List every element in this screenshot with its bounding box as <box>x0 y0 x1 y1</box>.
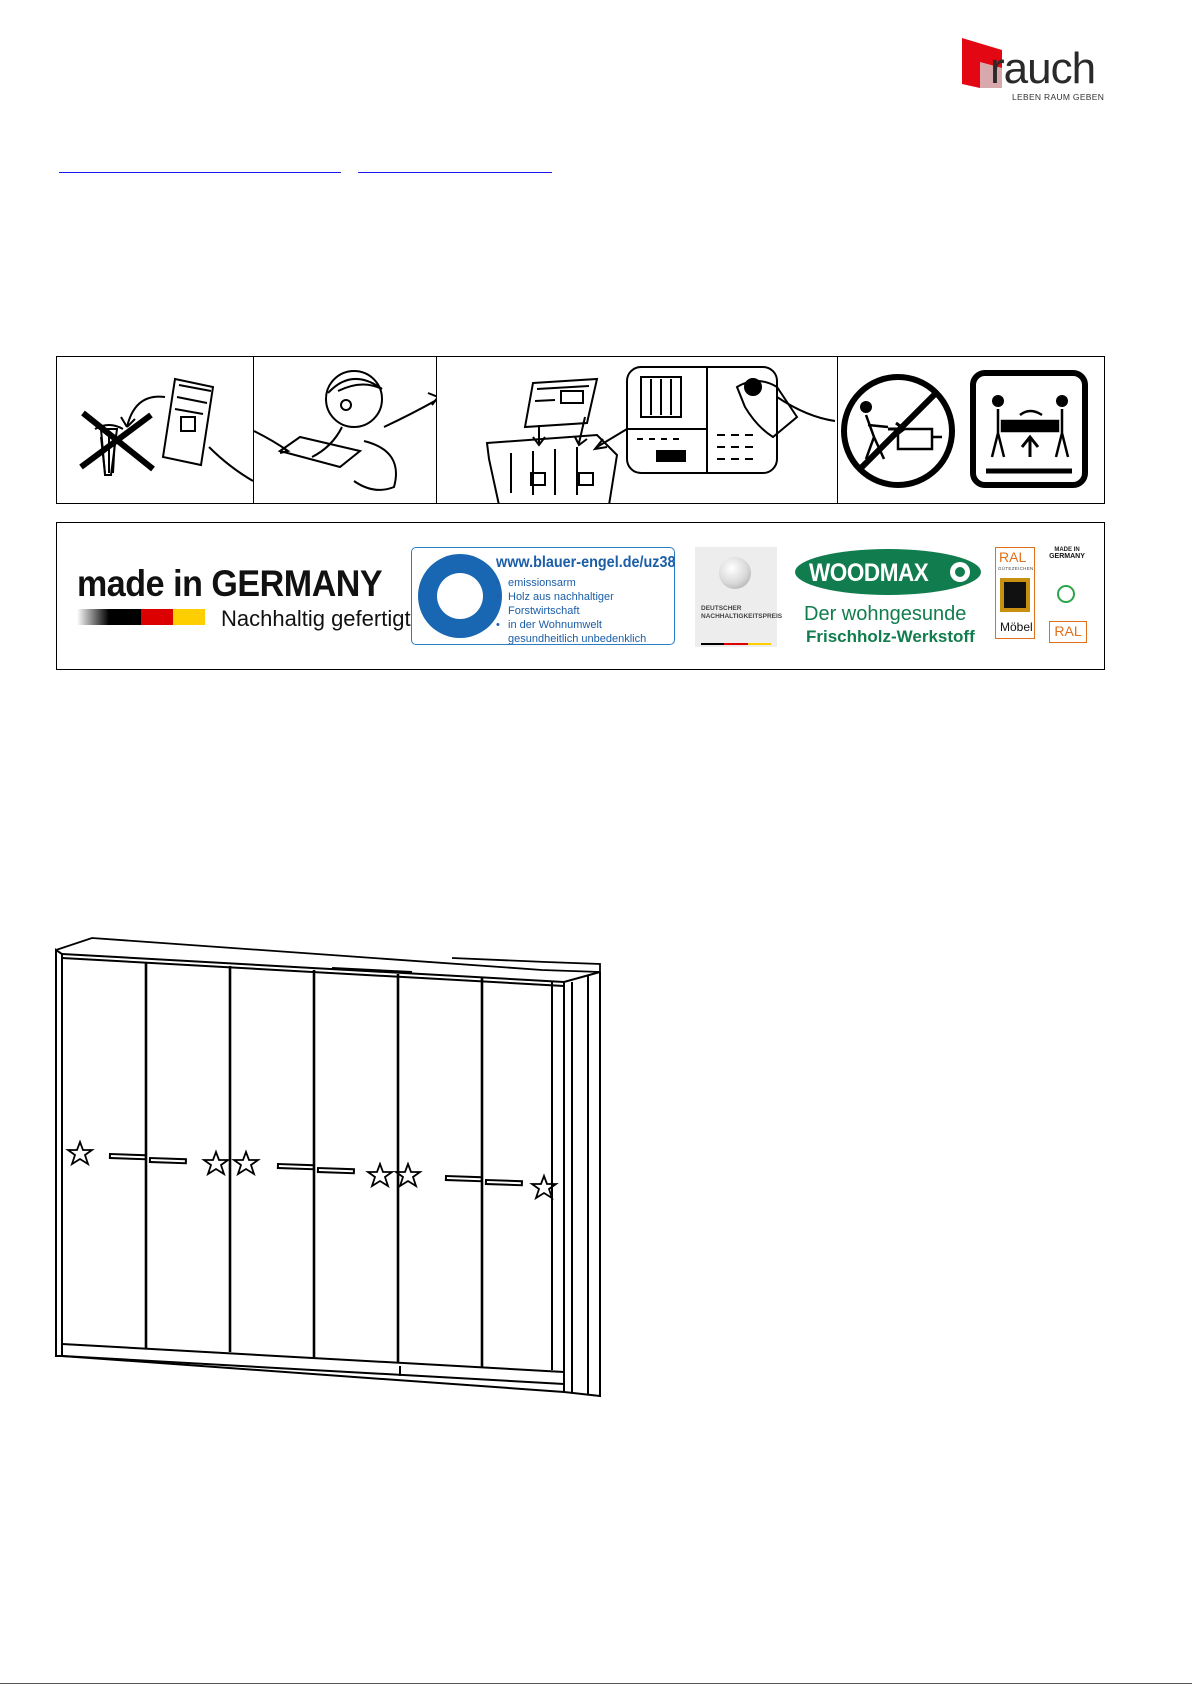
mig-small-line-2: GERMANY <box>1049 553 1085 560</box>
blauer-engel-seal-icon <box>418 554 502 638</box>
ral-label: RAL <box>999 549 1027 565</box>
made-in-germany-title: made in GERMANY <box>77 563 383 604</box>
logo-wordmark: rauch <box>990 44 1096 93</box>
instruction-pictograms <box>56 356 1105 504</box>
blauer-engel-criterion: • emissionsarm <box>496 576 670 590</box>
page-bottom-rule <box>0 1683 1192 1684</box>
lift-dont-drag-icon <box>838 357 1104 503</box>
woodmax-line-1: Der wohngesunde <box>804 603 967 625</box>
rauch-logo <box>962 38 1106 106</box>
read-instructions-icon <box>254 357 437 503</box>
wardrobe-drawing <box>52 930 612 1410</box>
certification-banner <box>56 522 1105 670</box>
german-flag-bar <box>77 609 205 625</box>
ral-small-badge: RAL <box>1049 621 1087 643</box>
blauer-engel-url: www.blauer-engel.de/uz38 <box>496 554 676 571</box>
mig-small-line-1: MADE IN <box>1054 547 1080 553</box>
woodmax-line-2: Frischholz-Werkstoff <box>806 627 975 646</box>
dont-discard-instructions-icon <box>57 357 254 503</box>
made-in-germany-subtitle: Nachhaltig gefertigt <box>221 606 411 631</box>
flag-stripe <box>701 643 771 645</box>
logo-tagline: LEBEN RAUM GEBEN <box>1012 92 1105 102</box>
ral-guetezeichen-badge <box>995 547 1035 639</box>
pictogram-lift-dont-drag <box>838 357 1104 503</box>
nachhaltigkeitspreis-badge <box>695 547 783 647</box>
blauer-engel-badge <box>411 547 675 645</box>
pictogram-read-instructions <box>254 357 437 503</box>
file-instructions-icon <box>437 357 838 503</box>
moebel-m-icon <box>1000 578 1030 612</box>
nachhaltigkeitspreis-title: DEUTSCHER NACHHALTIGKEITSPREIS <box>701 605 783 620</box>
moebel-label: Möbel <box>1000 620 1033 634</box>
blauer-engel-criterion: • in der Wohnumwelt gesundheitlich unbedenklich <box>496 618 670 646</box>
blauer-engel-criteria <box>496 576 670 646</box>
blauer-engel-criterion: • Holz aus nachhaltiger Forstwirtschaft <box>496 590 670 618</box>
award-sphere-icon <box>719 557 751 589</box>
woodmax-gear-icon <box>950 562 970 582</box>
ral-sub: GÜTEZEICHEN <box>998 566 1034 571</box>
mig-seal-icon <box>1057 585 1075 603</box>
pictogram-file-instructions <box>437 357 838 503</box>
woodmax-name: WOODMAX <box>809 559 929 587</box>
hyperlink-1[interactable] <box>59 172 341 173</box>
pictogram-dont-discard <box>57 357 254 503</box>
hyperlink-2[interactable] <box>358 172 552 173</box>
